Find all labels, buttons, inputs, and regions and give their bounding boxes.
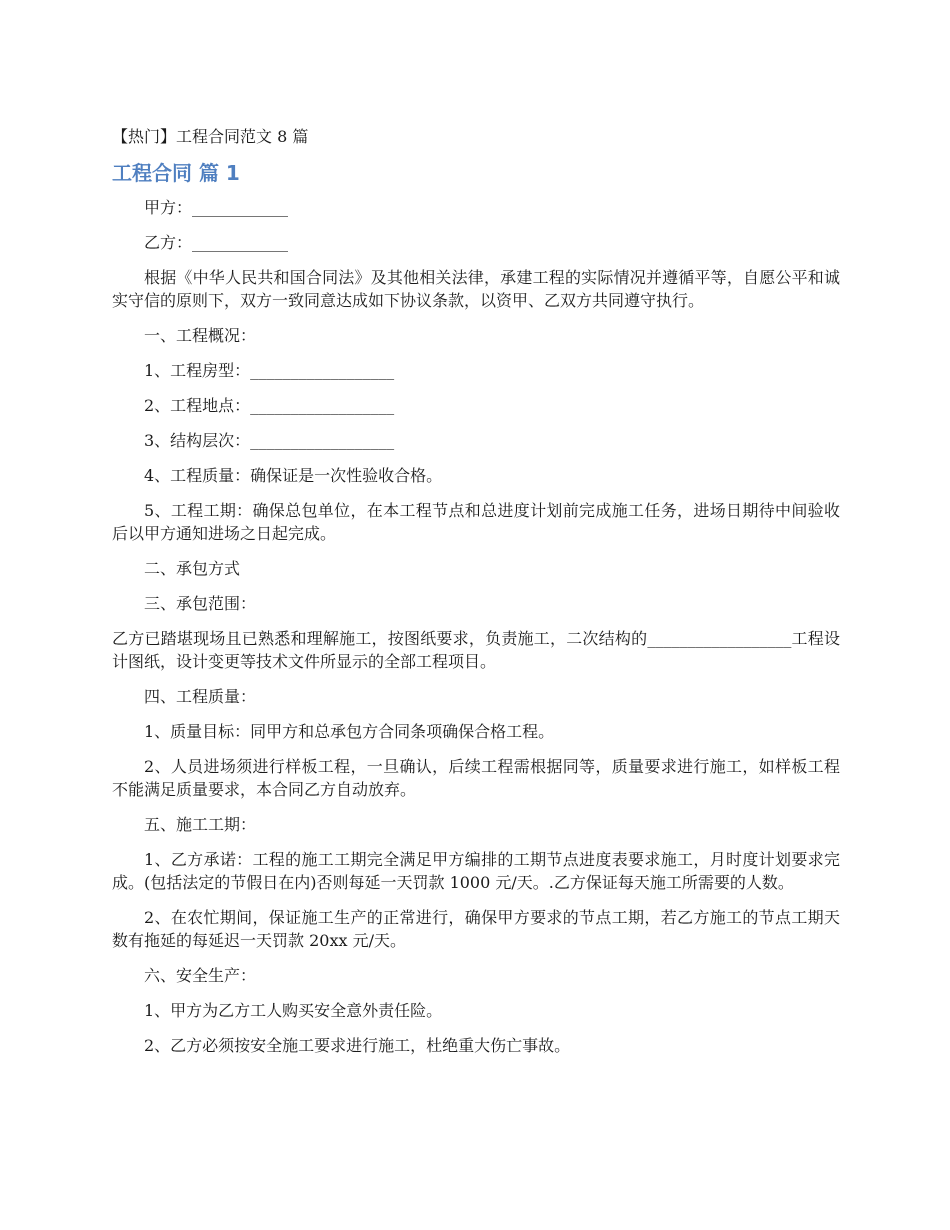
clause-item: 3、结构层次：__________________: [144, 431, 395, 450]
clause-heading-contract-method: 二、承包方式: [144, 559, 241, 578]
clause-item: 1、工程房型：__________________: [144, 361, 395, 380]
clause-heading-quality: 四、工程质量：: [144, 687, 257, 706]
section-heading: 工程合同 篇 1: [112, 161, 240, 185]
clause-heading-overview: 一、工程概况：: [144, 326, 257, 345]
clause-item: 1、甲方为乙方工人购买安全意外责任险。: [144, 1001, 443, 1020]
scope-paragraph: 乙方已踏堪现场且已熟悉和理解施工，按图纸要求，负责施工，二次结构的__________________工程设计图纸，设计变更等技术文件所显示的全部工程项目。: [112, 629, 840, 671]
clause-item: 2、乙方必须按安全施工要求进行施工，杜绝重大伤亡事故。: [144, 1036, 571, 1055]
clause-heading-scope: 三、承包范围：: [144, 594, 257, 613]
clause-item: 2、工程地点：__________________: [144, 396, 395, 415]
clause-item: 5、工程工期：确保总包单位，在本工程节点和总进度计划前完成施工任务，进场日期待中间验收后以甲方通知进场之日起完成。: [112, 501, 840, 543]
preamble-paragraph: 根据《中华人民共和国合同法》及其他相关法律，承建工程的实际情况并遵循平等，自愿公平和诚实守信的原则下，双方一致同意达成如下协议条款，以资甲、乙双方共同遵守执行。: [112, 268, 840, 310]
clause-item: 1、质量目标：同甲方和总承包方合同条项确保合格工程。: [144, 722, 555, 741]
clause-item: 4、工程质量：确保证是一次性验收合格。: [144, 466, 443, 485]
clause-heading-safety: 六、安全生产：: [144, 966, 257, 985]
party-a-line: 甲方：____________: [144, 198, 289, 217]
clause-item: 2、人员进场须进行样板工程，一旦确认，后续工程需根据同等，质量要求进行施工，如样板工程不能满足质量要求，本合同乙方自动放弃。: [112, 757, 840, 799]
party-b-line: 乙方：____________: [144, 233, 289, 252]
clause-item: 1、乙方承诺：工程的施工工期完全满足甲方编排的工期节点进度表要求施工，月时度计划要求完成。(包括法定的节假日在内)否则每延一天罚款 1000 元/天。.乙方保证每天施工所需要的人数。: [112, 850, 840, 892]
clause-heading-schedule: 五、施工工期：: [144, 815, 257, 834]
clause-item: 2、在农忙期间，保证施工生产的正常进行，确保甲方要求的节点工期，若乙方施工的节点工期天数有拖延的每延迟一天罚款 20xx 元/天。: [112, 908, 840, 950]
document-title: 【热门】工程合同范文 8 篇: [112, 127, 309, 146]
